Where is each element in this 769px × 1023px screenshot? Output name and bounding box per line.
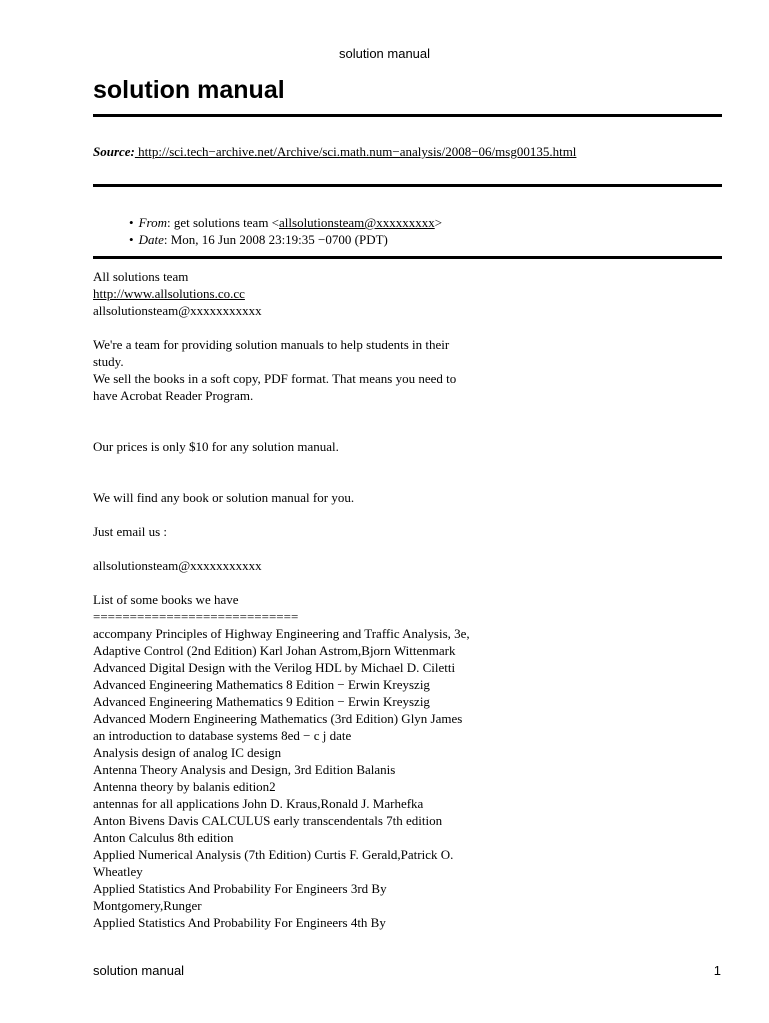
- intro-line: have Acrobat Reader Program.: [93, 388, 254, 403]
- book-list-item: Antenna Theory Analysis and Design, 3rd Edition Balanis: [93, 762, 396, 777]
- team-name: All solutions team: [93, 269, 189, 284]
- book-list-item: Antenna theory by balanis edition2: [93, 779, 276, 794]
- source-line: [93, 144, 576, 160]
- book-list-item: Anton Calculus 8th edition: [93, 830, 234, 845]
- book-list-item: Adaptive Control (2nd Edition) Karl Johan Astrom,Bjorn Wittenmark: [93, 643, 456, 658]
- intro-line: We're a team for providing solution manuals to help students in their: [93, 337, 450, 352]
- from-name: : get solutions team <: [166, 215, 280, 230]
- message-body: [93, 268, 722, 931]
- message-headers: [129, 214, 442, 248]
- date-header: [129, 231, 442, 248]
- find-line: We will find any book or solution manual for you.: [93, 490, 355, 505]
- book-list-item: Advanced Engineering Mathematics 9 Edition − Erwin Kreyszig: [93, 694, 430, 709]
- book-list-item: Anton Bivens Davis CALCULUS early transcendentals 7th edition: [93, 813, 443, 828]
- book-list-item: Applied Statistics And Probability For Engineers 4th By: [93, 915, 386, 930]
- list-heading: List of some books we have: [93, 592, 239, 607]
- contact-email: allsolutionsteam@xxxxxxxxxxx: [93, 303, 262, 318]
- page-title: solution manual: [93, 76, 285, 104]
- source-link[interactable]: http://sci.tech−archive.net/Archive/sci.math.num−analysis/2008−06/msg00135.html: [134, 144, 577, 159]
- intro-line: We sell the books in a soft copy, PDF format. That means you need to: [93, 371, 457, 386]
- prices-line: Our prices is only $10 for any solution manual.: [93, 439, 339, 454]
- page-number: 1: [713, 963, 721, 978]
- book-list-item: antennas for all applications John D. Kraus,Ronald J. Marhefka: [93, 796, 424, 811]
- book-list-item: an introduction to database systems 8ed − c j date: [93, 728, 352, 743]
- book-list-item: Applied Numerical Analysis (7th Edition) Curtis F. Gerald,Patrick O.: [93, 847, 454, 862]
- source-label: Source:: [93, 144, 135, 159]
- divider: [93, 184, 722, 187]
- date-label: Date: [138, 232, 164, 247]
- just-email-line: Just email us :: [93, 524, 168, 539]
- running-header: solution manual: [338, 46, 431, 61]
- book-list-item: Analysis design of analog IC design: [93, 745, 282, 760]
- book-list-item: Advanced Modern Engineering Mathematics (3rd Edition) Glyn James: [93, 711, 463, 726]
- book-list-item: Applied Statistics And Probability For Engineers 3rd By: [93, 881, 387, 896]
- book-list-item: Advanced Digital Design with the Verilog HDL by Michael D. Ciletti: [93, 660, 456, 675]
- intro-line: study.: [93, 354, 124, 369]
- book-list-item: Montgomery,Runger: [93, 898, 202, 913]
- book-list-item: accompany Principles of Highway Engineering and Traffic Analysis, 3e,: [93, 626, 470, 641]
- list-separator: ============================: [93, 609, 299, 624]
- contact-email: allsolutionsteam@xxxxxxxxxxx: [93, 558, 262, 573]
- from-email-link[interactable]: allsolutionsteam@xxxxxxxxx: [279, 215, 435, 230]
- footer-title: solution manual: [93, 963, 185, 978]
- from-header: [129, 214, 442, 231]
- book-list-item: Advanced Engineering Mathematics 8 Edition − Erwin Kreyszig: [93, 677, 430, 692]
- website-link[interactable]: http://www.allsolutions.co.cc: [93, 286, 245, 301]
- divider: [93, 256, 722, 259]
- divider: [93, 114, 722, 117]
- book-list: [93, 625, 722, 931]
- from-label: From: [138, 215, 167, 230]
- from-close: >: [434, 215, 443, 230]
- date-value: : Mon, 16 Jun 2008 23:19:35 −0700 (PDT): [163, 232, 388, 247]
- book-list-item: Wheatley: [93, 864, 143, 879]
